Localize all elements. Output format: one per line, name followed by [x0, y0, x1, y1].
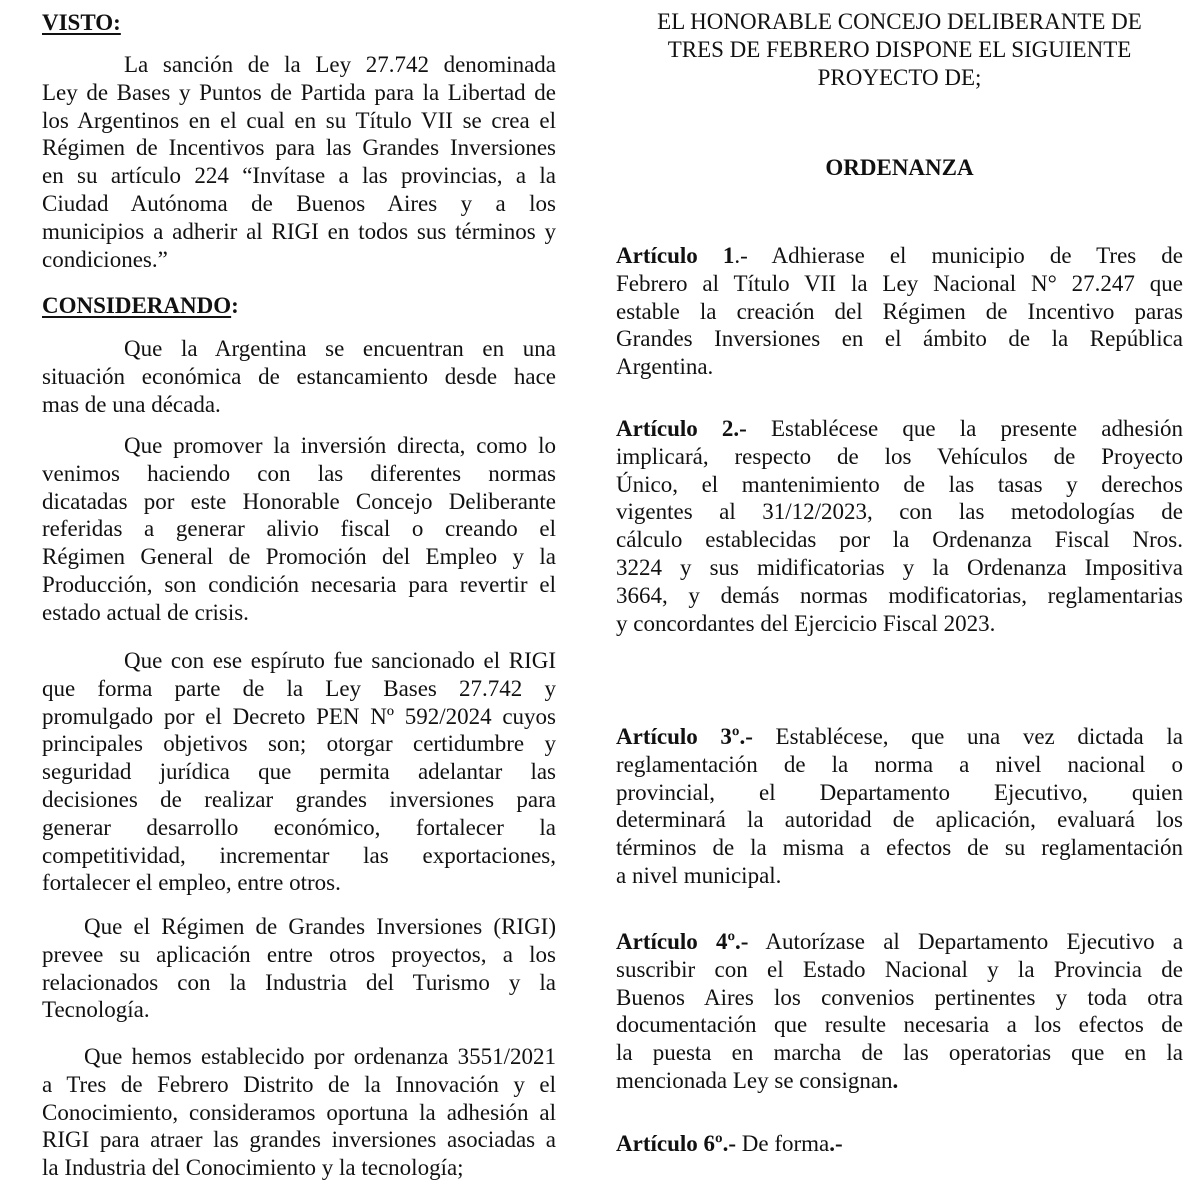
article-label: Artículo 3º.- — [616, 724, 753, 749]
text-line: RIGI para atraer las grandes inversiones asociadas a — [42, 1127, 556, 1153]
text-line: decisiones de realizar grandes inversiones para — [42, 786, 556, 812]
text-line: situación económica de estancamiento desde hace — [42, 363, 556, 389]
considerando-heading-text: CONSIDERANDO — [42, 293, 232, 318]
article-1 — [616, 242, 1183, 381]
text-line: cálculo establecidas por la Ordenanza Fiscal Nros. — [616, 527, 1183, 553]
text-line: Producción, son condición necesaria para revertir el — [42, 571, 556, 597]
article-text: mencionada Ley se consignan — [616, 1067, 893, 1093]
text-line: términos de la misma a efectos de su reglamentación — [616, 835, 1183, 861]
text-line: venimos haciendo con las diferentes normas — [42, 460, 556, 486]
text-line: municipios a adherir al RIGI en todos sus términos y — [42, 218, 556, 244]
text-line: dicatadas por este Honorable Concejo Deliberante — [42, 488, 556, 514]
text-line: estable la creación del Régimen de Incentivo paras — [616, 298, 1183, 324]
text-line: los Argentinos en el cual en su Título VII se crea el — [42, 107, 556, 133]
article-label-suffix: .- — [734, 243, 748, 268]
considerando-paragraph-3 — [42, 647, 556, 897]
text-line: condiciones.” — [42, 246, 168, 272]
text-line: promulgado por el Decreto PEN Nº 592/2024 cuyos — [42, 703, 556, 729]
text-line: fortalecer el empleo, entre otros. — [42, 870, 341, 896]
article-4 — [616, 928, 1183, 1095]
text-line: la puesta en marcha de las operatorias que en la — [616, 1040, 1183, 1066]
preamble — [616, 8, 1183, 91]
text-line: mas de una década. — [42, 391, 221, 417]
text-line: Grandes Inversiones en el ámbito de la República — [616, 326, 1183, 352]
article-text: Autorízase al Departamento Ejecutivo a — [748, 929, 1183, 954]
article-label: Artículo 6º.- — [616, 1131, 737, 1156]
article-text: Establécese, que una vez dictada la — [752, 724, 1183, 749]
considerando-heading — [42, 292, 239, 319]
considerando-paragraph-5 — [42, 1043, 556, 1182]
heading-colon: : — [231, 293, 239, 318]
text-line: y concordantes del Ejercicio Fiscal 2023. — [616, 610, 996, 636]
text-line: a nivel municipal. — [616, 862, 782, 888]
text-line: Conocimiento, consideramos oportuna la adhesión al — [42, 1099, 556, 1125]
text-line: a Tres de Febrero Distrito de la Innovación y el — [42, 1071, 556, 1097]
text-line: provincial, el Departamento Ejecutivo, quien — [616, 779, 1183, 805]
article-label: Artículo 2.- — [616, 416, 747, 441]
text-line: vigentes al 31/12/2023, con las metodologías de — [616, 499, 1183, 525]
article-last-line — [616, 1067, 1183, 1095]
text-line: Régimen de Incentivos para las Grandes Inversiones — [42, 135, 556, 161]
text-line: Ciudad Autónoma de Buenos Aires y a los — [42, 190, 556, 216]
article-first-line — [616, 242, 1183, 270]
visto-paragraph — [42, 51, 556, 273]
text-line: Que el Régimen de Grandes Inversiones (RIGI) — [84, 914, 556, 939]
article-6 — [616, 1130, 1183, 1158]
article-first-line — [616, 928, 1183, 956]
text-line: determinará la autoridad de aplicación, evaluará los — [616, 807, 1183, 833]
text-line: estado actual de crisis. — [42, 599, 249, 625]
article-2 — [616, 415, 1183, 637]
article-text: De forma — [736, 1131, 830, 1156]
text-line: Que con ese espíruto fue sancionado el RIGI — [124, 648, 556, 673]
text-line: Que la Argentina se encuentran en una — [124, 336, 556, 361]
considerando-paragraph-2 — [42, 432, 556, 627]
article-first-line — [616, 723, 1183, 751]
text-line: 3664, y demás normas modificatorias, reglamentarias — [616, 582, 1183, 608]
text-line: competitividad, incrementar las exportaciones, — [42, 842, 556, 868]
text-line: en su artículo 224 “Invítase a las provincias, a la — [42, 163, 556, 189]
text-line: Buenos Aires los convenios pertinentes y toda otra — [616, 984, 1183, 1010]
article-text: Adhierase el municipio de Tres de — [747, 243, 1183, 268]
article-text: Establécese que la presente adhesión — [746, 416, 1183, 441]
text-line: principales objetivos son; otorgar certidumbre y — [42, 731, 556, 757]
text-line: Que hemos establecido por ordenanza 3551/2021 — [84, 1044, 556, 1069]
text-line: reglamentación de la norma a nivel nacional o — [616, 751, 1183, 777]
text-line: suscribir con el Estado Nacional y la Provincia de — [616, 956, 1183, 982]
text-line: Que promover la inversión directa, como lo — [124, 433, 556, 458]
text-line: referidas a generar alivio fiscal o creando el — [42, 516, 556, 542]
text-line: 3224 y sus midificatorias y la Ordenanza Impositiva — [616, 554, 1183, 580]
text-line: relacionados con la Industria del Turismo y la — [42, 969, 556, 995]
text-line: implicará, respecto de los Vehículos de Proyecto — [616, 443, 1183, 469]
ordenanza-title-text: ORDENANZA — [825, 155, 974, 180]
bold-period: . — [892, 1067, 899, 1093]
ordenanza-title — [616, 154, 1183, 182]
text-line: documentación que resulte necesaria a los efectos de — [616, 1012, 1183, 1038]
text-line: Régimen General de Promoción del Empleo y la — [42, 544, 556, 570]
article-3 — [616, 723, 1183, 890]
article-first-line — [616, 1130, 1183, 1158]
text-line: Argentina. — [616, 354, 714, 380]
article-label: Artículo 4º.- — [616, 929, 749, 954]
preamble-line: TRES DE FEBRERO DISPONE EL SIGUIENTE — [667, 36, 1132, 62]
article-label: Artículo 1 — [616, 243, 735, 268]
text-line: Febrero al Título VII la Ley Nacional N° 27.247 que — [616, 270, 1183, 296]
text-line: Ley de Bases y Puntos de Partida para la Libertad de — [42, 79, 556, 105]
text-line: generar desarrollo económico, fortalecer la — [42, 814, 556, 840]
bold-ending: .- — [829, 1131, 843, 1156]
preamble-line: EL HONORABLE CONCEJO DELIBERANTE DE — [657, 9, 1142, 34]
article-first-line — [616, 415, 1183, 443]
visto-heading: VISTO: — [42, 10, 121, 35]
preamble-line: PROYECTO DE; — [817, 64, 982, 90]
text-line: prevee su aplicación entre otros proyectos, a los — [42, 941, 556, 967]
text-line: que forma parte de la Ley Bases 27.742 y — [42, 675, 556, 701]
text-line: Tecnología. — [42, 997, 150, 1023]
text-line: Único, el mantenimiento de las tasas y derechos — [616, 471, 1183, 497]
considerando-paragraph-1 — [42, 335, 556, 418]
text-line: La sanción de la Ley 27.742 denominada — [124, 52, 556, 77]
text-line: la Industria del Conocimiento y la tecnología; — [42, 1155, 464, 1181]
text-line: seguridad jurídica que permita adelantar las — [42, 759, 556, 785]
considerando-paragraph-4 — [42, 913, 556, 1024]
